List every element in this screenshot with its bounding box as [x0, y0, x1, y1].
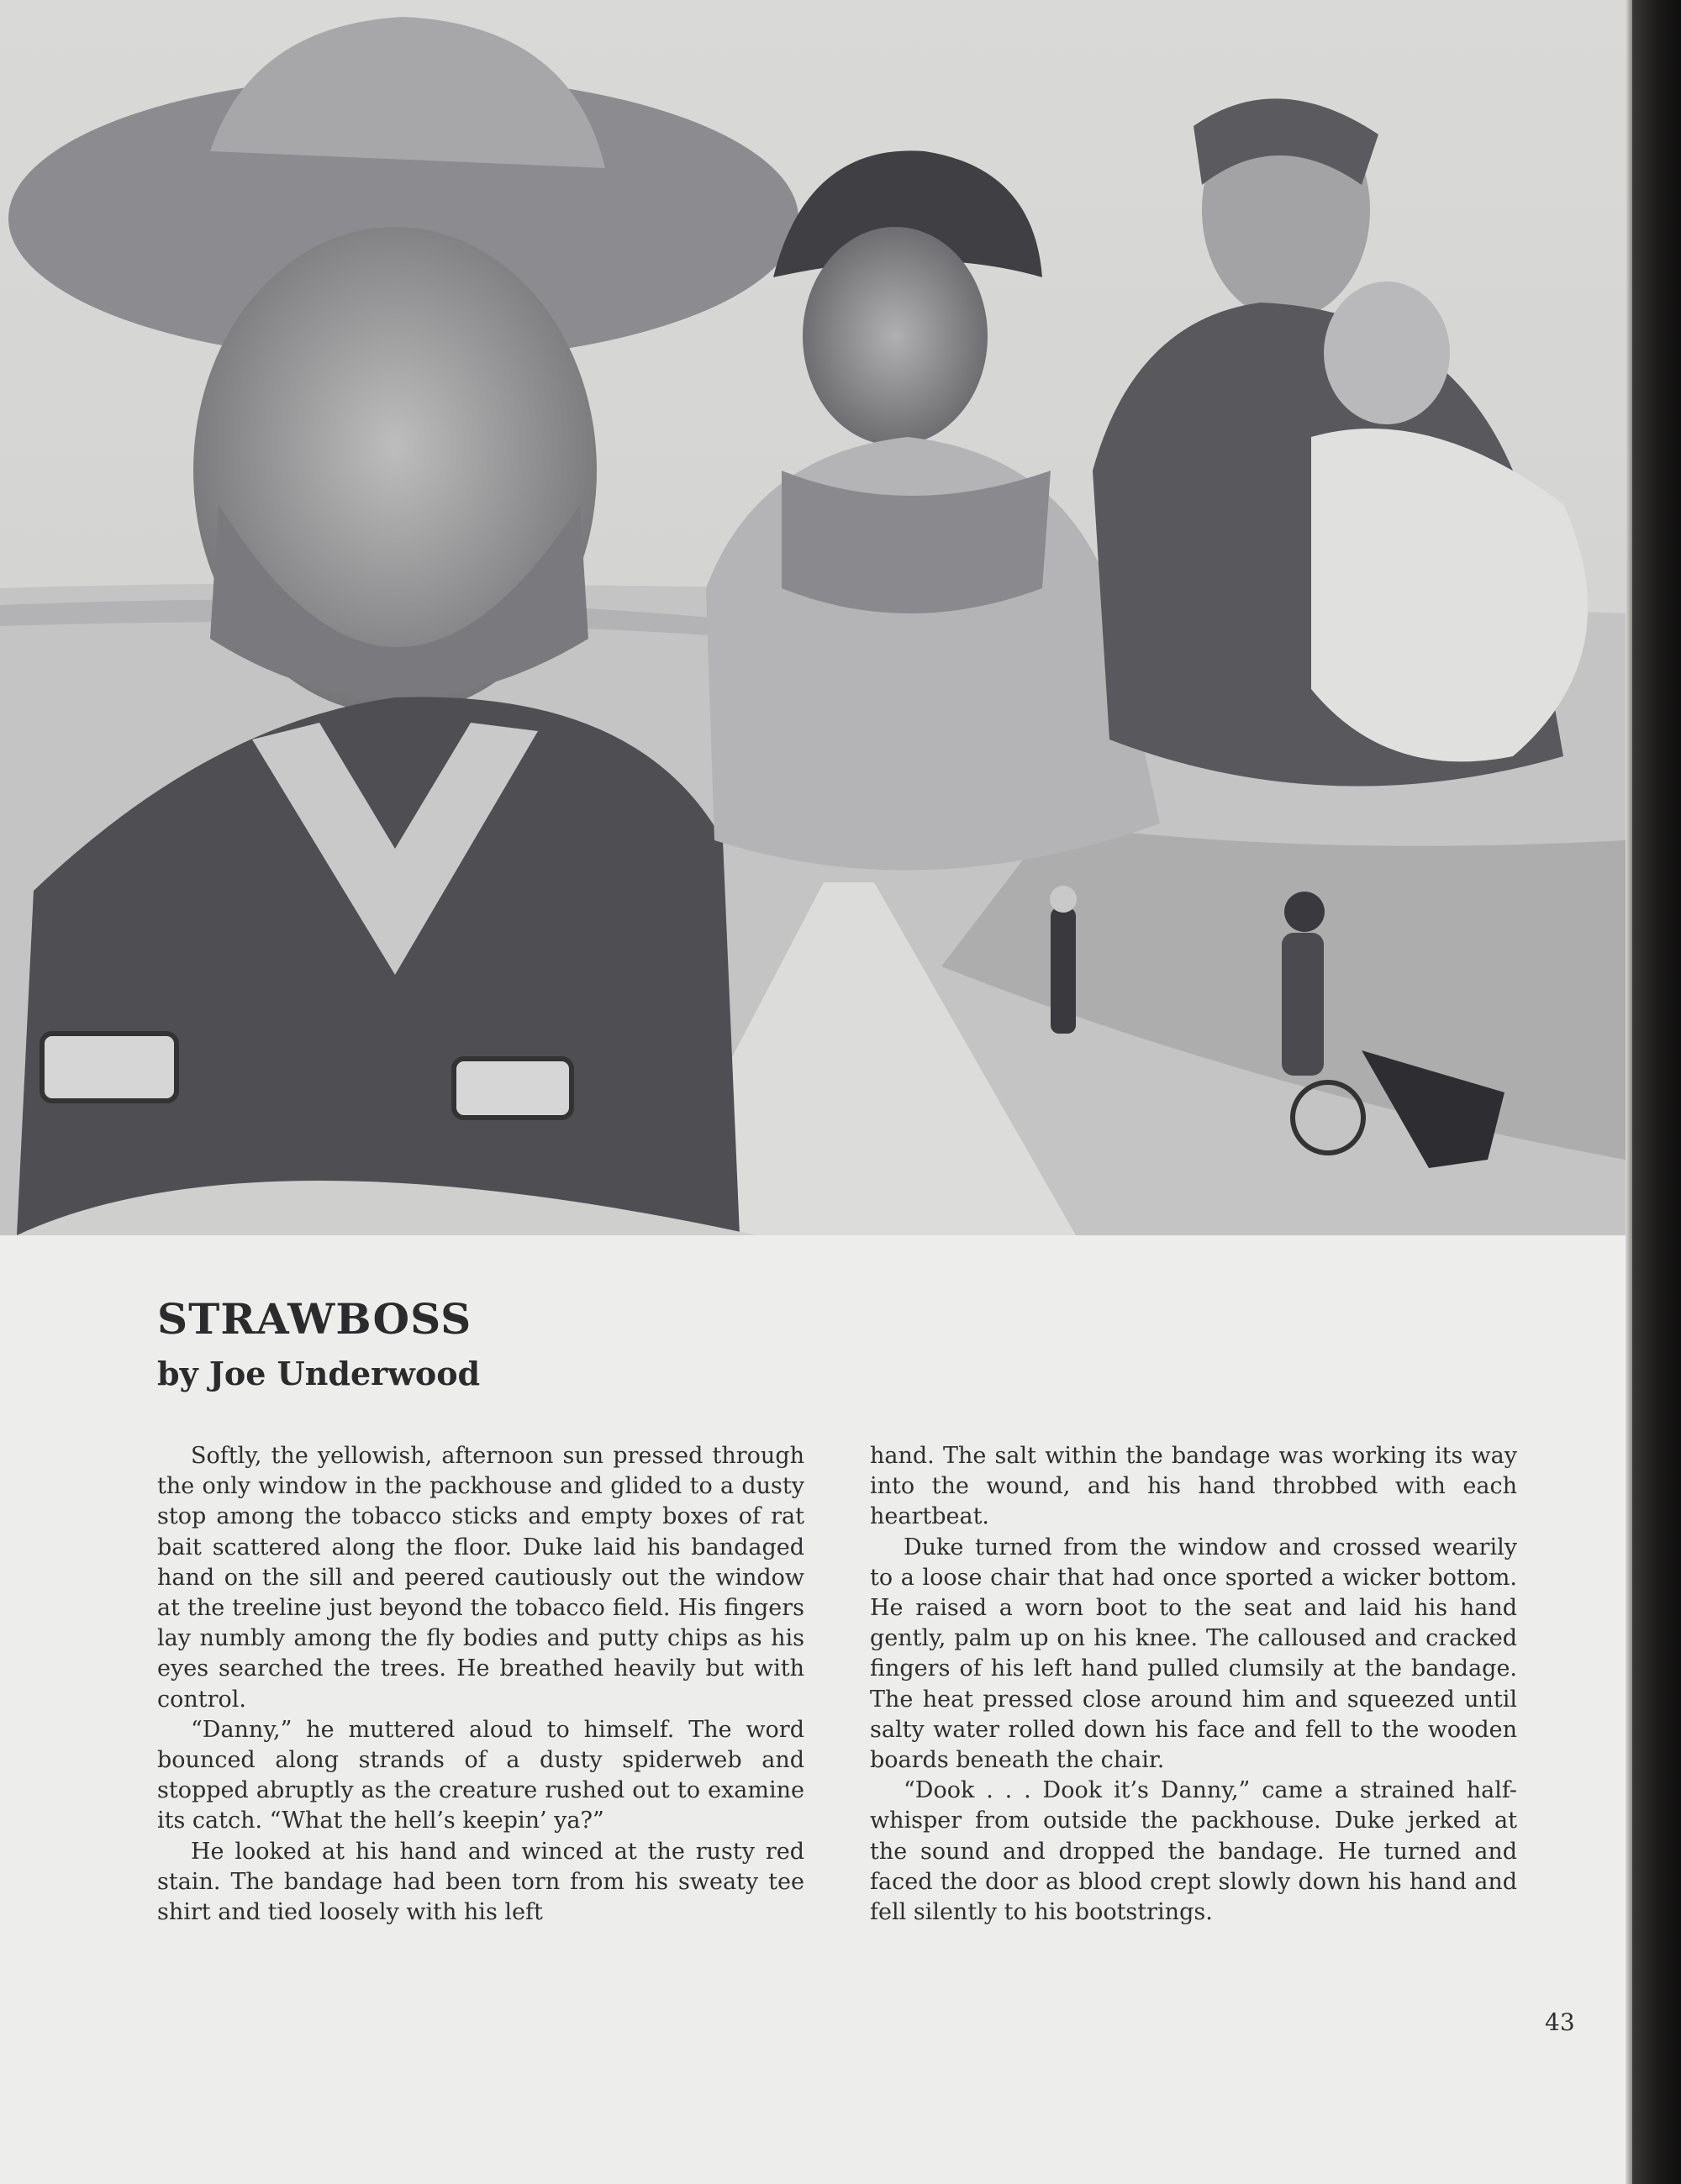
article-column-left: [157, 1441, 804, 1928]
paragraph: He looked at his hand and winced at the rusty red stain. The bandage had been torn from his sweaty tee shirt and tied loosely with his left: [157, 1838, 804, 1926]
paragraph: Softly, the yellowish, afternoon sun pressed through the only window in the packhouse and glided to a dusty stop among the tobacco sticks and empty boxes of rat bait scattered along the floor. Duke laid his bandaged hand on the sill and peered cautiously out the window at the treeline just beyond the tobacco field. His fingers lay numbly among the fly bodies and putty chips as his eyes searched the trees. He breathed heavily but with control.: [157, 1443, 804, 1713]
article-column-right: [870, 1441, 1517, 1928]
paragraph: “Danny,” he muttered aloud to himself. The word bounced along strands of a dusty spiderweb and stopped abruptly as the creature rushed out to examine its catch. “What the hell’s keepin’ ya?”: [157, 1716, 804, 1834]
paragraph: hand. The salt within the bandage was working its way into the wound, and his hand throbbed with each heartbeat.: [870, 1443, 1517, 1530]
article-byline: by Joe Underwood: [157, 1355, 481, 1392]
paragraph: “Dook . . . Dook it’s Danny,” came a strained half-whisper from outside the packhouse. Duke jerked at the sound and dropped the bandage. He turned and faced the door as blood crept slowly down his hand and fell silently to his bootstrings.: [870, 1777, 1517, 1926]
page-edge: [1626, 0, 1632, 2184]
paragraph: Duke turned from the window and crossed wearily to a loose chair that had once sported a wicker bottom. He raised a worn boot to the seat and laid his hand gently, palm up on his knee. The calloused and cracked fingers of his left hand pulled clumsily at the bandage. The heat pressed close around him and squeezed until salty water rolled down his face and fell to the wooden boards beneath the chair.: [870, 1534, 1517, 1774]
page-number: 43: [1545, 2008, 1575, 2036]
binding-shadow: [1632, 0, 1681, 2184]
article-title: STRAWBOSS: [157, 1294, 472, 1344]
